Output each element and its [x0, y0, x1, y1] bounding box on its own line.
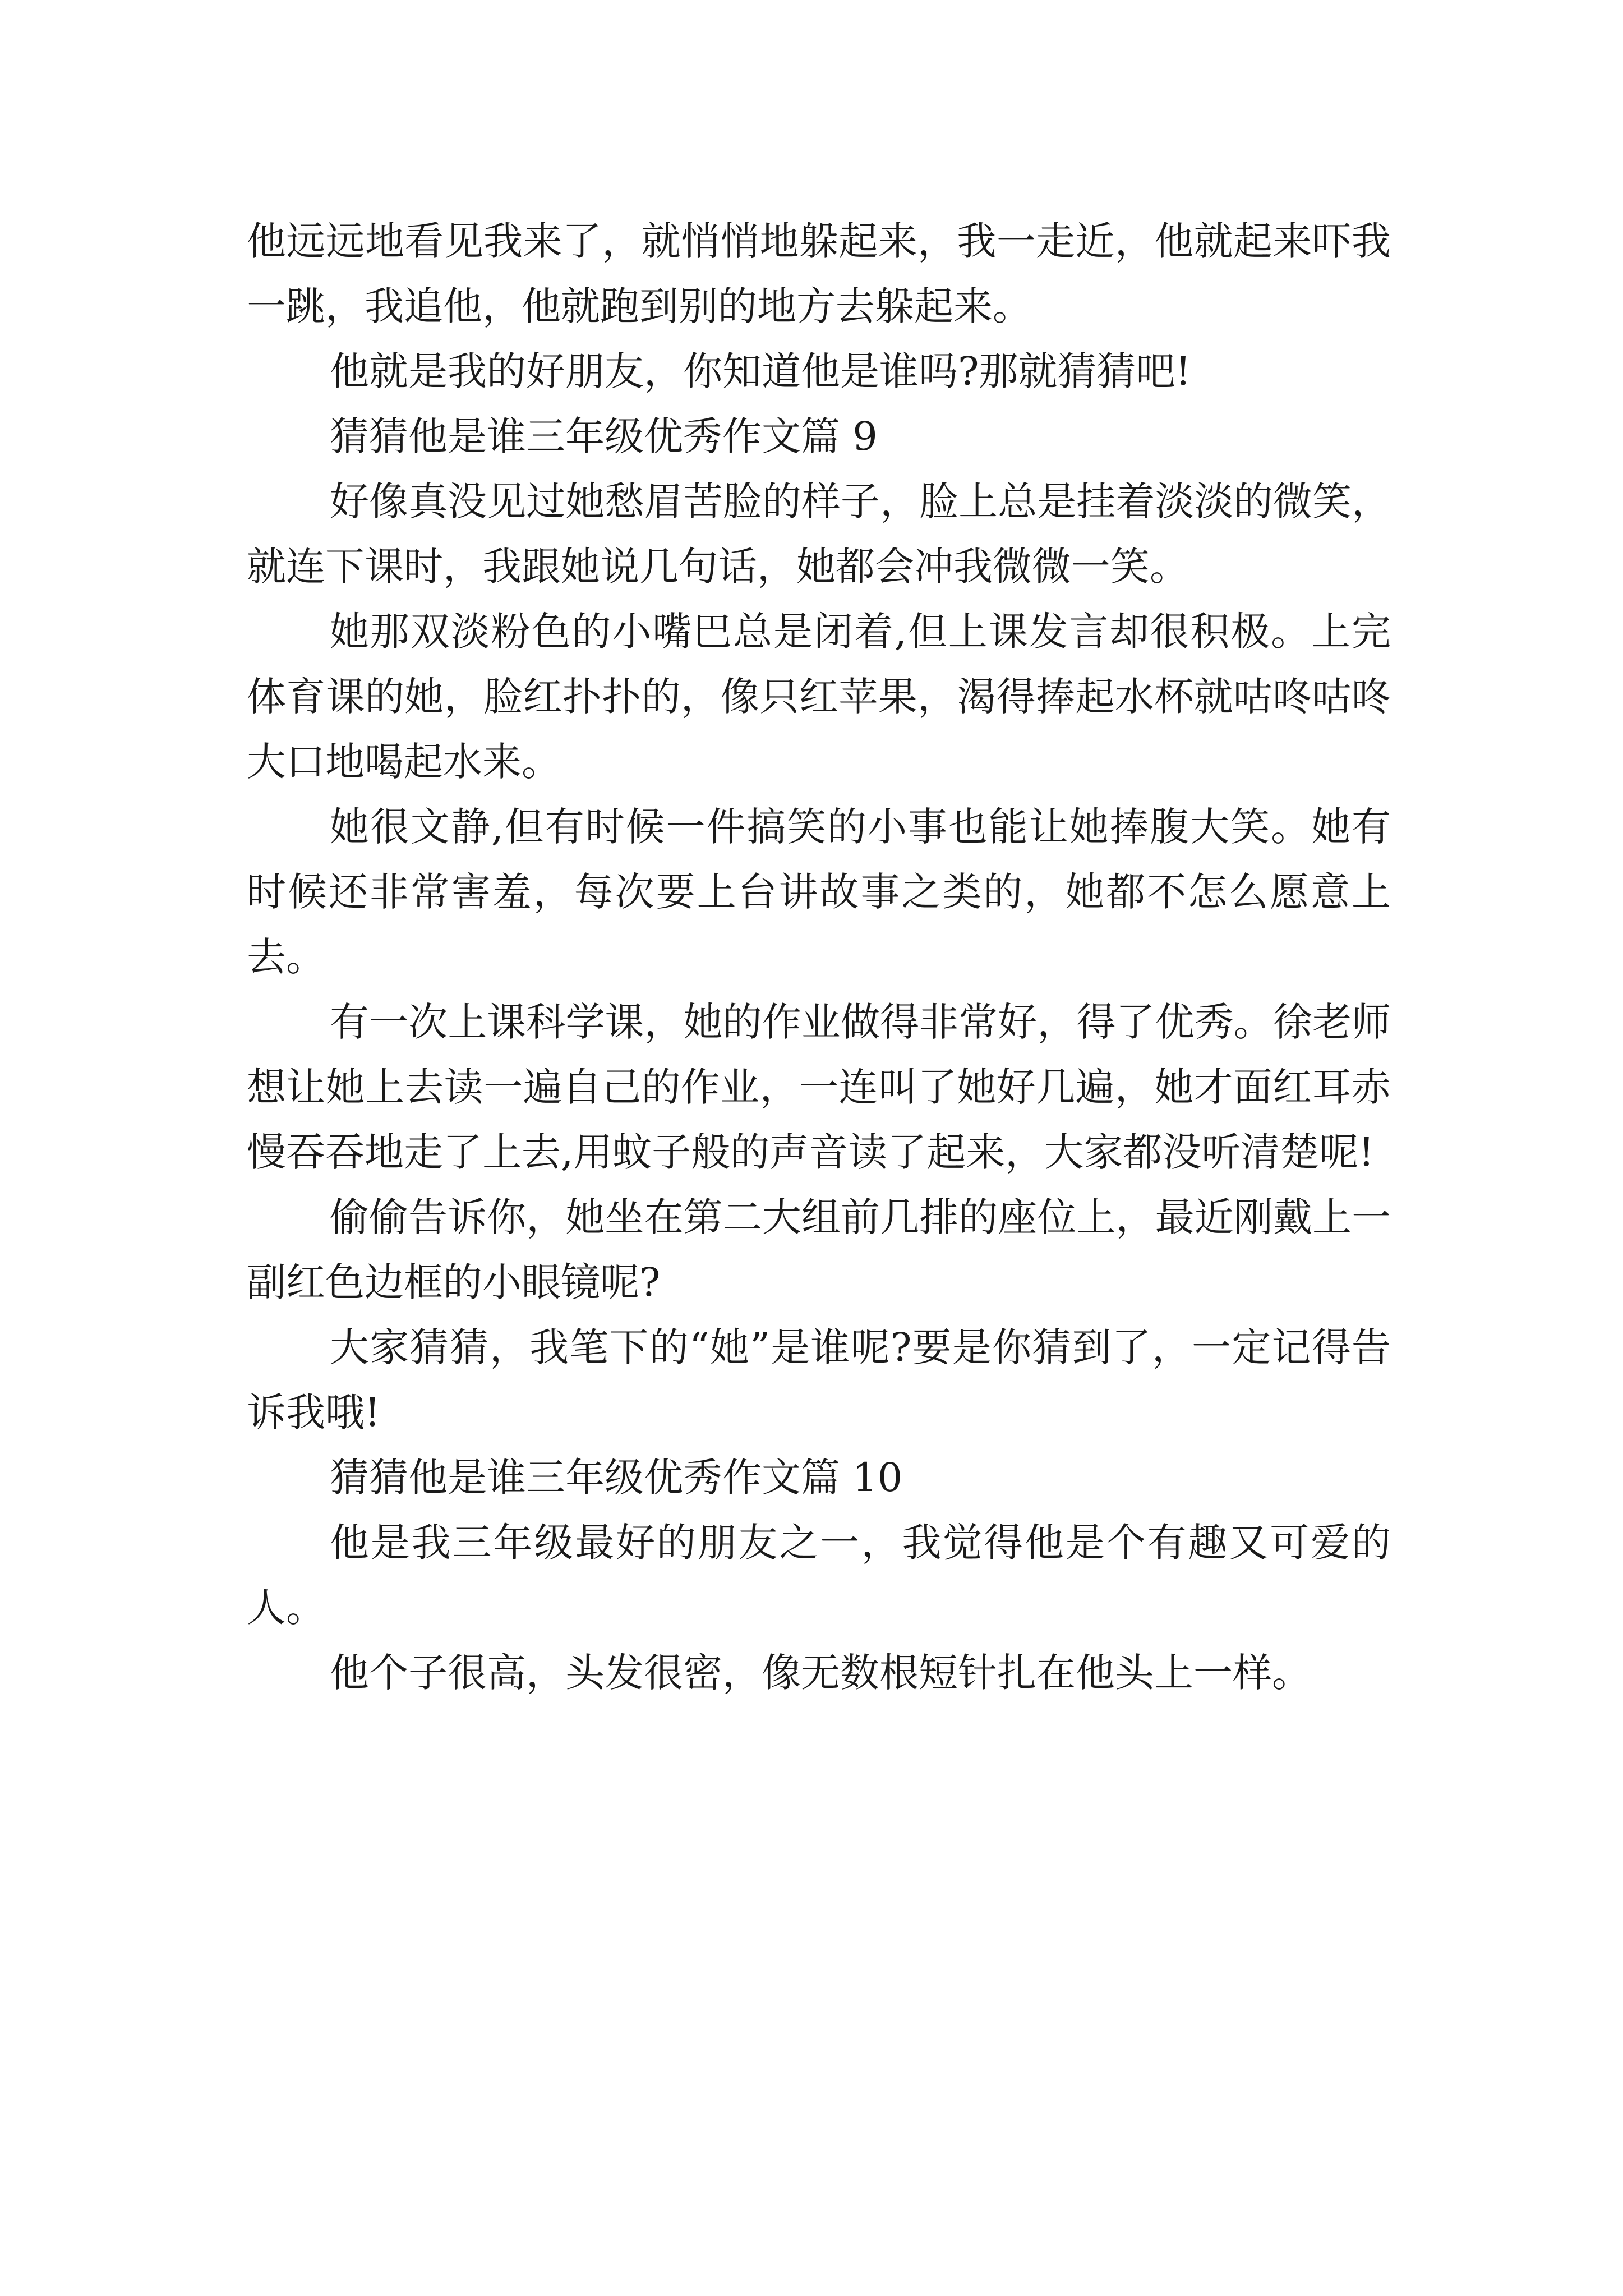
paragraph: 他个子很高，头发很密，像无数根短针扎在他头上一样。 [330, 1650, 1311, 1696]
paragraph-continuation: 他远远地看见我来了，就悄悄地躲起来，我一走近，他就起来吓我一跳，我追他，他就跑到别的地方去躲起来。 [247, 218, 1391, 329]
document-body [247, 209, 1391, 1705]
paragraph: 好像真没见过她愁眉苦脸的样子，脸上总是挂着淡淡的微笑，就连下课时，我跟她说几句话，她都会冲我微微一笑。 [247, 478, 1391, 590]
essay-heading: 猜猜他是谁三年级优秀作文篇 9 [330, 413, 878, 459]
paragraph: 偷偷告诉你，她坐在第二大组前几排的座位上，最近刚戴上一副红色边框的小眼镜呢? [247, 1194, 1391, 1305]
paragraph: 他就是我的好朋友，你知道他是谁吗?那就猜猜吧! [330, 348, 1191, 394]
paragraph: 有一次上课科学课，她的作业做得非常好，得了优秀。徐老师想让她上去读一遍自己的作业，一连叫了她好几遍，她才面红耳赤慢吞吞地走了上去,用蚊子般的声音读了起来，大家都没听清楚呢! [247, 999, 1391, 1175]
paragraph: 她很文静,但有时候一件搞笑的小事也能让她捧腹大笑。她有时候还非常害羞，每次要上台讲故事之类的，她都不怎么愿意上去。 [247, 804, 1391, 980]
paragraph: 他是我三年级最好的朋友之一，我觉得他是个有趣又可爱的人。 [247, 1520, 1391, 1631]
paragraph: 她那双淡粉色的小嘴巴总是闭着,但上课发言却很积极。上完体育课的她，脸红扑扑的，像只红苹果，渴得捧起水杯就咕咚咕咚大口地喝起水来。 [247, 609, 1391, 785]
essay-heading: 猜猜他是谁三年级优秀作文篇 10 [330, 1455, 903, 1501]
paragraph: 大家猜猜，我笔下的“她”是谁呢?要是你猜到了，一定记得告诉我哦! [247, 1324, 1391, 1435]
